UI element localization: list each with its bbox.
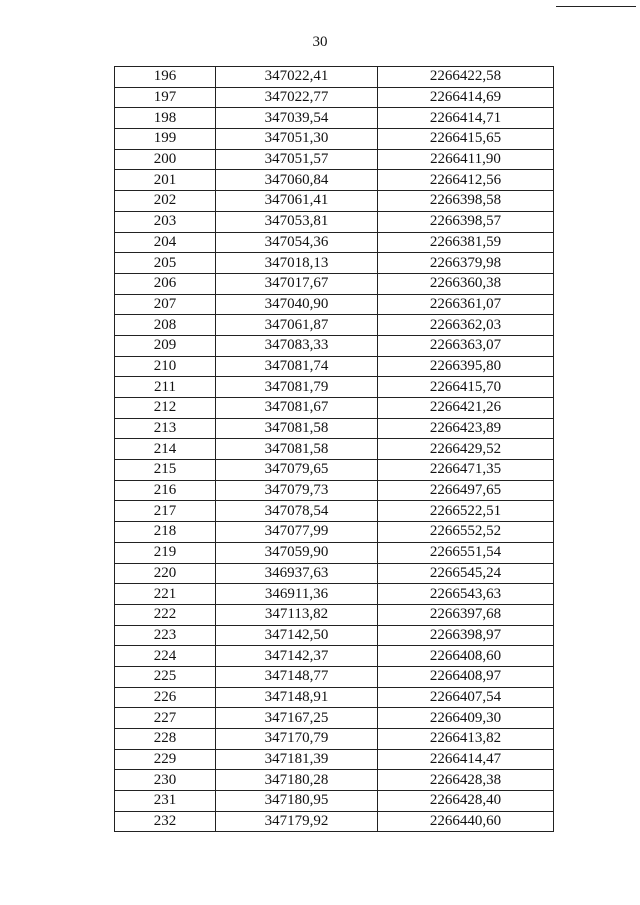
point-number-cell: 202 xyxy=(115,191,216,212)
point-number-cell: 228 xyxy=(115,729,216,750)
point-number-cell: 231 xyxy=(115,791,216,812)
point-number-cell: 200 xyxy=(115,149,216,170)
coordinates-table-body xyxy=(115,67,554,832)
point-number-cell: 198 xyxy=(115,108,216,129)
point-number-cell: 221 xyxy=(115,584,216,605)
x-coordinate-cell: 347022,77 xyxy=(216,87,378,108)
table-row xyxy=(115,729,554,750)
y-coordinate-cell: 2266408,97 xyxy=(378,666,554,687)
point-number-cell: 217 xyxy=(115,501,216,522)
x-coordinate-cell: 347142,37 xyxy=(216,646,378,667)
point-number-cell: 212 xyxy=(115,398,216,419)
x-coordinate-cell: 347142,50 xyxy=(216,625,378,646)
y-coordinate-cell: 2266395,80 xyxy=(378,356,554,377)
point-number-cell: 210 xyxy=(115,356,216,377)
table-row xyxy=(115,67,554,88)
y-coordinate-cell: 2266522,51 xyxy=(378,501,554,522)
point-number-cell: 218 xyxy=(115,522,216,543)
x-coordinate-cell: 347039,54 xyxy=(216,108,378,129)
y-coordinate-cell: 2266428,38 xyxy=(378,770,554,791)
x-coordinate-cell: 347079,65 xyxy=(216,460,378,481)
table-row xyxy=(115,149,554,170)
table-row xyxy=(115,273,554,294)
y-coordinate-cell: 2266398,58 xyxy=(378,191,554,212)
x-coordinate-cell: 347022,41 xyxy=(216,67,378,88)
point-number-cell: 230 xyxy=(115,770,216,791)
y-coordinate-cell: 2266422,58 xyxy=(378,67,554,88)
y-coordinate-cell: 2266361,07 xyxy=(378,294,554,315)
table-row xyxy=(115,522,554,543)
y-coordinate-cell: 2266363,07 xyxy=(378,335,554,356)
y-coordinate-cell: 2266543,63 xyxy=(378,584,554,605)
y-coordinate-cell: 2266362,03 xyxy=(378,315,554,336)
point-number-cell: 215 xyxy=(115,460,216,481)
table-row xyxy=(115,170,554,191)
table-row xyxy=(115,129,554,150)
y-coordinate-cell: 2266428,40 xyxy=(378,791,554,812)
point-number-cell: 199 xyxy=(115,129,216,150)
y-coordinate-cell: 2266412,56 xyxy=(378,170,554,191)
y-coordinate-cell: 2266414,71 xyxy=(378,108,554,129)
y-coordinate-cell: 2266413,82 xyxy=(378,729,554,750)
table-row xyxy=(115,335,554,356)
y-coordinate-cell: 2266411,90 xyxy=(378,149,554,170)
y-coordinate-cell: 2266415,70 xyxy=(378,377,554,398)
table-row xyxy=(115,770,554,791)
point-number-cell: 227 xyxy=(115,708,216,729)
point-number-cell: 220 xyxy=(115,563,216,584)
x-coordinate-cell: 347054,36 xyxy=(216,232,378,253)
y-coordinate-cell: 2266398,57 xyxy=(378,211,554,232)
point-number-cell: 196 xyxy=(115,67,216,88)
y-coordinate-cell: 2266397,68 xyxy=(378,604,554,625)
table-row xyxy=(115,418,554,439)
y-coordinate-cell: 2266421,26 xyxy=(378,398,554,419)
table-row xyxy=(115,811,554,832)
y-coordinate-cell: 2266545,24 xyxy=(378,563,554,584)
table-row xyxy=(115,708,554,729)
point-number-cell: 224 xyxy=(115,646,216,667)
point-number-cell: 208 xyxy=(115,315,216,336)
point-number-cell: 201 xyxy=(115,170,216,191)
x-coordinate-cell: 347040,90 xyxy=(216,294,378,315)
table-row xyxy=(115,87,554,108)
x-coordinate-cell: 347061,87 xyxy=(216,315,378,336)
x-coordinate-cell: 347051,30 xyxy=(216,129,378,150)
table-row xyxy=(115,294,554,315)
x-coordinate-cell: 346937,63 xyxy=(216,563,378,584)
x-coordinate-cell: 347179,92 xyxy=(216,811,378,832)
y-coordinate-cell: 2266398,97 xyxy=(378,625,554,646)
point-number-cell: 223 xyxy=(115,625,216,646)
x-coordinate-cell: 347059,90 xyxy=(216,542,378,563)
table-row xyxy=(115,439,554,460)
y-coordinate-cell: 2266409,30 xyxy=(378,708,554,729)
table-row xyxy=(115,749,554,770)
point-number-cell: 214 xyxy=(115,439,216,460)
y-coordinate-cell: 2266414,47 xyxy=(378,749,554,770)
y-coordinate-cell: 2266415,65 xyxy=(378,129,554,150)
x-coordinate-cell: 347079,73 xyxy=(216,480,378,501)
y-coordinate-cell: 2266408,60 xyxy=(378,646,554,667)
y-coordinate-cell: 2266429,52 xyxy=(378,439,554,460)
point-number-cell: 232 xyxy=(115,811,216,832)
corner-line-mark xyxy=(556,6,636,7)
table-row xyxy=(115,646,554,667)
point-number-cell: 206 xyxy=(115,273,216,294)
table-row xyxy=(115,232,554,253)
table-row xyxy=(115,356,554,377)
y-coordinate-cell: 2266423,89 xyxy=(378,418,554,439)
y-coordinate-cell: 2266381,59 xyxy=(378,232,554,253)
point-number-cell: 226 xyxy=(115,687,216,708)
point-number-cell: 222 xyxy=(115,604,216,625)
x-coordinate-cell: 347181,39 xyxy=(216,749,378,770)
y-coordinate-cell: 2266552,52 xyxy=(378,522,554,543)
y-coordinate-cell: 2266497,65 xyxy=(378,480,554,501)
point-number-cell: 197 xyxy=(115,87,216,108)
point-number-cell: 203 xyxy=(115,211,216,232)
coordinates-table xyxy=(114,66,554,832)
x-coordinate-cell: 347081,58 xyxy=(216,418,378,439)
point-number-cell: 204 xyxy=(115,232,216,253)
x-coordinate-cell: 347148,77 xyxy=(216,666,378,687)
point-number-cell: 209 xyxy=(115,335,216,356)
point-number-cell: 213 xyxy=(115,418,216,439)
table-row xyxy=(115,584,554,605)
x-coordinate-cell: 347051,57 xyxy=(216,149,378,170)
table-row xyxy=(115,253,554,274)
point-number-cell: 225 xyxy=(115,666,216,687)
table-row xyxy=(115,377,554,398)
table-row xyxy=(115,791,554,812)
x-coordinate-cell: 347170,79 xyxy=(216,729,378,750)
x-coordinate-cell: 347078,54 xyxy=(216,501,378,522)
x-coordinate-cell: 347061,41 xyxy=(216,191,378,212)
x-coordinate-cell: 347081,58 xyxy=(216,439,378,460)
x-coordinate-cell: 347017,67 xyxy=(216,273,378,294)
x-coordinate-cell: 347167,25 xyxy=(216,708,378,729)
y-coordinate-cell: 2266360,38 xyxy=(378,273,554,294)
table-row xyxy=(115,563,554,584)
table-row xyxy=(115,687,554,708)
point-number-cell: 207 xyxy=(115,294,216,315)
x-coordinate-cell: 347113,82 xyxy=(216,604,378,625)
point-number-cell: 229 xyxy=(115,749,216,770)
x-coordinate-cell: 347081,67 xyxy=(216,398,378,419)
x-coordinate-cell: 347081,74 xyxy=(216,356,378,377)
table-row xyxy=(115,398,554,419)
table-row xyxy=(115,480,554,501)
x-coordinate-cell: 347081,79 xyxy=(216,377,378,398)
x-coordinate-cell: 347077,99 xyxy=(216,522,378,543)
table-row xyxy=(115,108,554,129)
page-number: 30 xyxy=(312,34,328,50)
point-number-cell: 211 xyxy=(115,377,216,398)
x-coordinate-cell: 347180,28 xyxy=(216,770,378,791)
y-coordinate-cell: 2266379,98 xyxy=(378,253,554,274)
x-coordinate-cell: 346911,36 xyxy=(216,584,378,605)
table-row xyxy=(115,460,554,481)
x-coordinate-cell: 347148,91 xyxy=(216,687,378,708)
y-coordinate-cell: 2266551,54 xyxy=(378,542,554,563)
table-row xyxy=(115,542,554,563)
table-row xyxy=(115,211,554,232)
y-coordinate-cell: 2266407,54 xyxy=(378,687,554,708)
table-row xyxy=(115,191,554,212)
table-row xyxy=(115,604,554,625)
y-coordinate-cell: 2266471,35 xyxy=(378,460,554,481)
point-number-cell: 219 xyxy=(115,542,216,563)
x-coordinate-cell: 347180,95 xyxy=(216,791,378,812)
table-row xyxy=(115,625,554,646)
x-coordinate-cell: 347053,81 xyxy=(216,211,378,232)
table-row xyxy=(115,666,554,687)
x-coordinate-cell: 347083,33 xyxy=(216,335,378,356)
table-row xyxy=(115,501,554,522)
point-number-cell: 216 xyxy=(115,480,216,501)
table-row xyxy=(115,315,554,336)
point-number-cell: 205 xyxy=(115,253,216,274)
y-coordinate-cell: 2266440,60 xyxy=(378,811,554,832)
x-coordinate-cell: 347018,13 xyxy=(216,253,378,274)
y-coordinate-cell: 2266414,69 xyxy=(378,87,554,108)
x-coordinate-cell: 347060,84 xyxy=(216,170,378,191)
